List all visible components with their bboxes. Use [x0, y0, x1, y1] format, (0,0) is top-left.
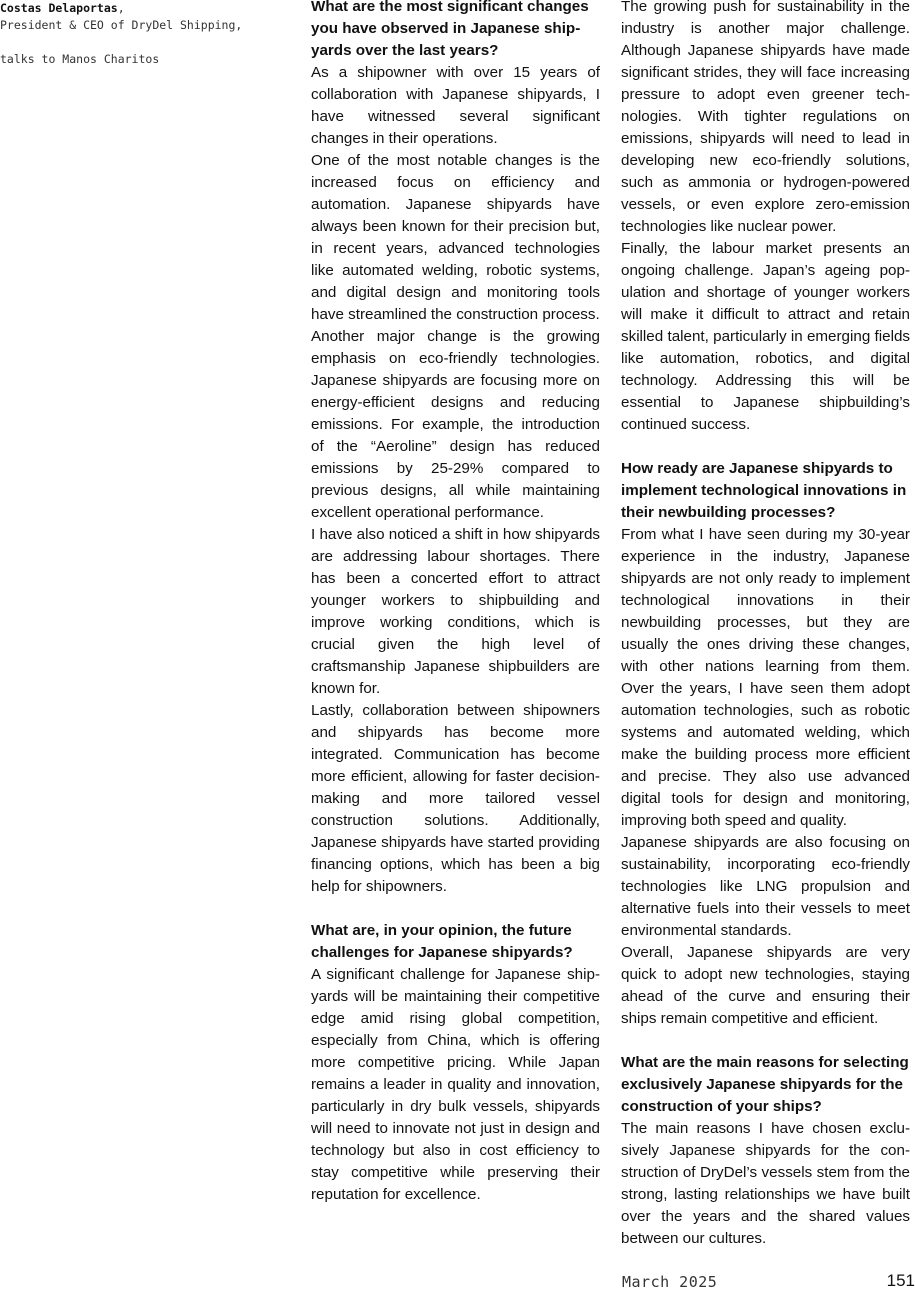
answer-paragraph: The main reasons I have chosen exclusively Japanese shipyards for the construction of DryDel’s vessels stem from the strong, lasting relationships we have built over the years and the shared values between our cultures. [621, 1120, 910, 1247]
byline [0, 0, 270, 68]
author-name-suffix: , [117, 1, 125, 15]
answer-paragraph: One of the most notable changes is the increased focus on efficiency and automation. Japanese shipyards have always been known for their precision but, in recent years, advanced technologies like automated welding, robotic systems, and digital design and monitoring tools have streamlined the construction process. [311, 152, 600, 323]
answer-paragraph: Japanese shipyards are also focusing on sustainability, incorporating eco-friendly technologies like LNG propulsion and alternative fuels into their vessels to meet environmental standards. [621, 834, 910, 939]
interviewer-credit: talks to Manos Charitos [0, 52, 160, 66]
article-column-left [311, 0, 600, 1206]
answer-paragraph: Overall, Japanese shipyards are very quick to adopt new technologies, staying ahead of the curve and ensuring their ships remain competitive and efficient. [621, 944, 910, 1027]
interview-question: How ready are Japanese shipyards to implement technological innovations in their newbuilding processes? [621, 460, 907, 521]
interview-question: What are the most significant changes you have observed in Japanese shipyards over the last years? [311, 0, 589, 59]
answer-paragraph: From what I have seen during my 30-year experience in the industry, Japanese shipyards are not only ready to implement technological innovations in their newbuilding processes, but they are usually the ones driving these changes, with other nations learning from them. Over the years, I have seen them adopt automation technologies, such as robotic systems and automated welding, which make the building process more efficient and precise. They also use advanced digital tools for design and monitoring, improving both speed and quality. [621, 526, 910, 829]
article-column-right [621, 0, 910, 1250]
answer-paragraph: I have also noticed a shift in how shipyards are addressing labour shortages. There has been a concerted effort to attract younger workers to shipbuilding and improve working conditions, which is crucial given the high level of craftsmanship Japanese shipbuilders are known for. [311, 526, 600, 697]
answer-paragraph: A significant challenge for Japanese shipyards will be maintaining their competitive edge amid rising global competition, especially from China, which is offering more competitive pricing. While Japan remains a leader in quality and innovation, particularly in dry bulk vessels, shipyards will need to innovate not just in design and technology but also in cost efficiency to stay competitive while preserving their reputation for excellence. [311, 966, 600, 1203]
answer-paragraph: As a shipowner with over 15 years of collaboration with Japanese shipyards, I have witnessed several significant changes in their operations. [311, 64, 600, 147]
answer-paragraph: Lastly, collaboration between shipowners and shipyards has become more integrated. Communication has become more efficient, allowing for faster decision-making and more tailored vessel construction solutions. Additionally, Japanese shipyards have started providing financing options, which has been a big help for shipowners. [311, 702, 600, 895]
answer-paragraph: Finally, the labour market presents an ongoing challenge. Japan’s ageing population and shortage of younger workers will make it difficult to attract and retain skilled talent, particularly in emerging fields like automation, robotics, and digital technology. Addressing this will be essential to Japanese shipbuilding’s continued success. [621, 240, 910, 433]
author-role: President & CEO of DryDel Shipping, [0, 18, 243, 32]
answer-paragraph: The growing push for sustainability in the industry is another major challenge. Although Japanese shipyards have made significant strides, they will face increasing pressure to adopt even greener technologies. With tighter regulations on emissions, shipyards will need to lead in developing new eco-friendly solutions, such as ammonia or hydrogen-powered vessels, or even explore zero-emission technologies like nuclear power. [621, 0, 910, 235]
answer-paragraph: Another major change is the growing emphasis on eco-friendly technologies. Japanese shipyards are focusing more on energy-efficient designs and reducing emissions. For example, the introduction of the “Aeroline” design has reduced emissions by 25-29% compared to previous designs, all while maintaining excellent operational performance. [311, 328, 600, 521]
interview-question: What are, in your opinion, the future challenges for Japanese shipyards? [311, 922, 573, 961]
author-name: Costas Delaportas [0, 1, 118, 15]
interview-question: What are the main reasons for selecting exclusively Japanese shipyards for the construction of your ships? [621, 1054, 909, 1115]
page-number: 151 [886, 1271, 915, 1290]
issue-date: March 2025 [622, 1273, 718, 1291]
byline-name-line [0, 0, 270, 17]
